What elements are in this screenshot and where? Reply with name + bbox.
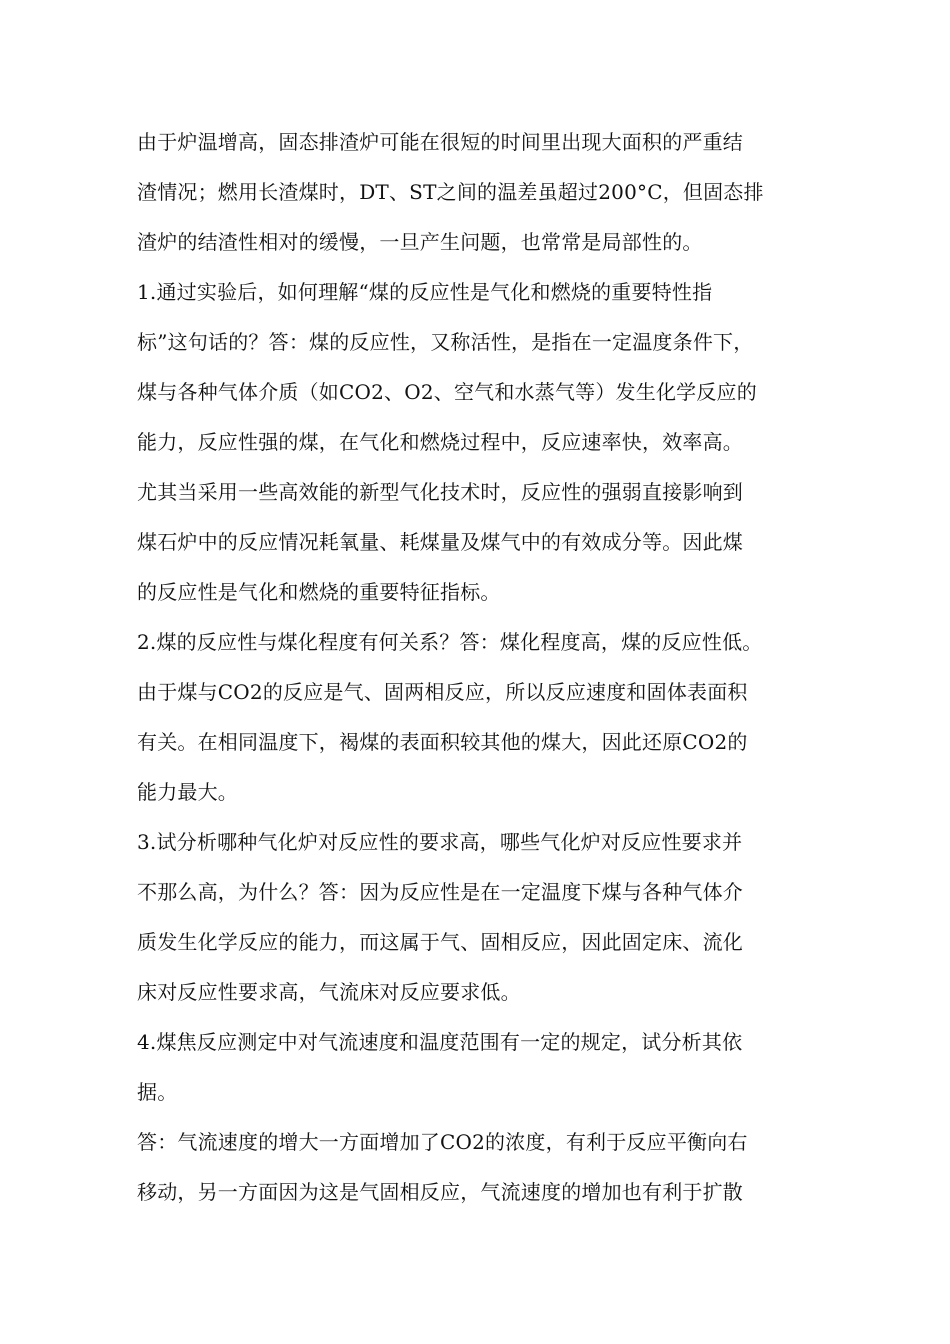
text-line: 由于煤与CO2的反应是气、固两相反应，所以反应速度和固体表面积 [137, 680, 748, 704]
text-line: 渣炉的结渣性相对的缓慢，一旦产生问题，也常常是局部性的。 [137, 230, 703, 254]
text-line: 煤与各种气体介质（如CO2、O2、空气和水蒸气等）发生化学反应的 [137, 380, 757, 404]
answer-4-line: 答：气流速度的增大一方面增加了CO2的浓度，有利于反应平衡向右 [137, 1130, 748, 1154]
text-line: 移动，另一方面因为这是气固相反应，气流速度的增加也有利于扩散 [137, 1180, 743, 1204]
question-3-line: 3.试分析哪种气化炉对反应性的要求高，哪些气化炉对反应性要求并 [137, 830, 743, 854]
text-line: 有关。在相同温度下，褐煤的表面积较其他的煤大，因此还原CO2的 [137, 730, 748, 754]
text-line: 能力最大。 [137, 780, 238, 804]
text-line: 床对反应性要求高，气流床对反应要求低。 [137, 980, 521, 1004]
text-line: 渣情况；燃用长渣煤时，DT、ST之间的温差虽超过200°C，但固态排 [137, 180, 764, 204]
text-line: 的反应性是气化和燃烧的重要特征指标。 [137, 580, 501, 604]
document-body [137, 117, 937, 1217]
question-1-line: 1.通过实验后，如何理解“煤的反应性是气化和燃烧的重要特性指 [137, 280, 713, 304]
text-line: 不那么高，为什么？答：因为反应性是在一定温度下煤与各种气体介 [137, 880, 743, 904]
text-line: 标”这句话的？答：煤的反应性，又称活性，是指在一定温度条件下， [137, 330, 754, 354]
text-line: 尤其当采用一些高效能的新型气化技术时，反应性的强弱直接影响到 [137, 480, 743, 504]
question-4-line: 4.煤焦反应测定中对气流速度和温度范围有一定的规定，试分析其依 [137, 1030, 743, 1054]
text-line: 据。 [137, 1080, 178, 1104]
text-line: 由于炉温增高，固态排渣炉可能在很短的时间里出现大面积的严重结 [137, 130, 743, 154]
text-line: 质发生化学反应的能力，而这属于气、固相反应，因此固定床、流化 [137, 930, 743, 954]
text-line: 能力，反应性强的煤，在气化和燃烧过程中，反应速率快，效率高。 [137, 430, 743, 454]
question-2-line: 2.煤的反应性与煤化程度有何关系？答：煤化程度高，煤的反应性低。 [137, 630, 763, 654]
text-line: 煤石炉中的反应情况耗氧量、耗煤量及煤气中的有效成分等。因此煤 [137, 530, 743, 554]
